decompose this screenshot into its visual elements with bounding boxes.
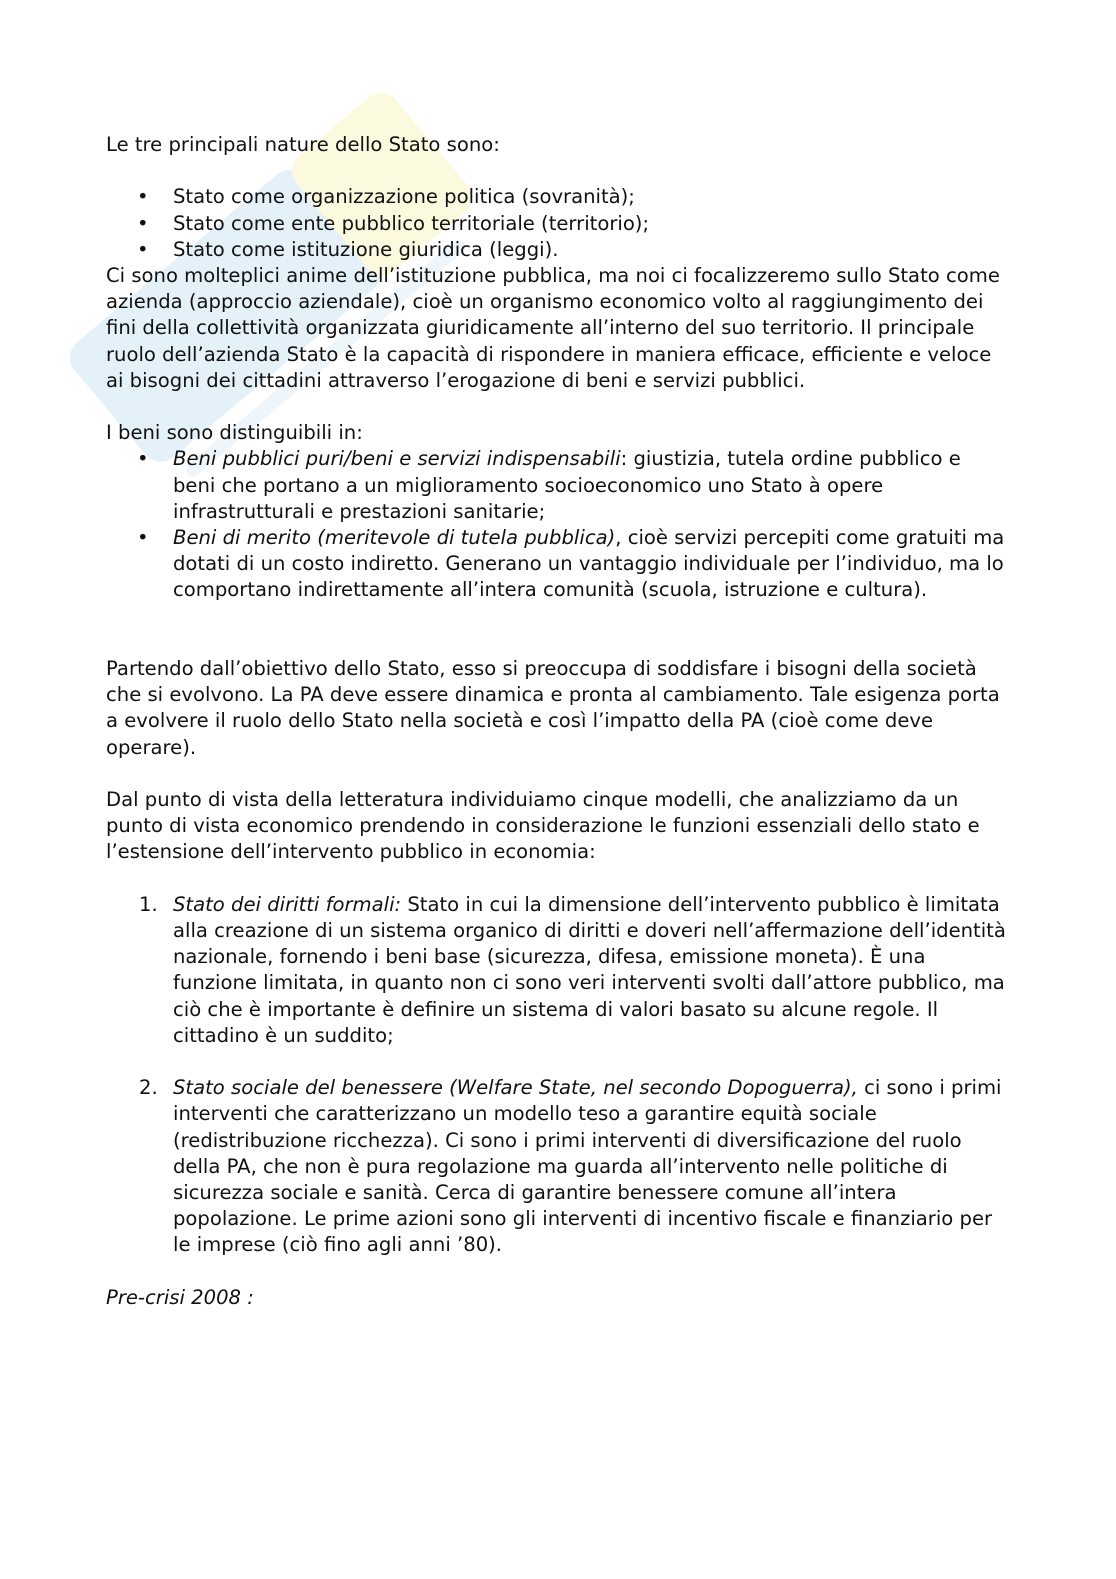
pre-crisi-heading [106, 1285, 1006, 1311]
nature-list [106, 184, 1006, 263]
list-item [106, 446, 1006, 525]
paragraph-modelli: Dal punto di vista della letteratura individuiamo cinque modelli, che analizziamo da un punto di vista economico prendendo in considerazione le funzioni essenziali dello stato e l’estensione dell’intervento pubblico in economia: [106, 788, 980, 864]
beni-list [106, 446, 1006, 603]
modelli-list [106, 892, 1006, 1259]
list-item: • Stato come organizzazione politica (sovranità); [106, 184, 1006, 210]
definition: Stato in cui la dimensione dell’intervento pubblico è limitata alla creazione di un sistema organico di diritti e doveri nell’affermazione dell’identità nazionale, fornendo i beni base (sicurezza, difesa, emissione moneta). È una funzione limitata, in quanto non ci sono veri interventi svolti dall’attore pubblico, ma ciò che è importante è definire un sistema di valori basato su alcune regole. Il cittadino è un suddito; [173, 892, 1006, 1047]
pre-crisi-text: Pre-crisi 2008 : [106, 1285, 254, 1309]
list-item [106, 525, 1006, 604]
list-spacer [106, 1049, 1006, 1075]
document-page [106, 132, 1006, 1311]
list-number: 2. [139, 1076, 158, 1100]
term: Beni pubblici puri/beni e servizi indispensabili [173, 447, 621, 471]
term: Stato sociale del benessere (Welfare State, nel secondo Dopoguerra), [173, 1076, 858, 1100]
list-item [106, 1075, 1006, 1258]
list-item [106, 892, 1006, 1049]
definition: , cioè servizi percepiti come gratuiti ma dotati di un costo indiretto. Generano un vantaggio individuale per l’individuo, ma lo comportano indirettamente all’intera comunità (scuola, istruzione e cultura). [173, 526, 1005, 602]
term: Stato dei diritti formali: [173, 892, 402, 916]
paragraph-obiettivo: Partendo dall’obiettivo dello Stato, esso si preoccupa di soddisfare i bisogni della società che si evolvono. La PA deve essere dinamica e pronta al cambiamento. Tale esigenza porta a evolvere il ruolo dello Stato nella società e così l’impatto della PA (cioè come deve operare). [106, 657, 1000, 759]
list-number: 1. [139, 892, 158, 916]
paragraph-azienda: Ci sono molteplici anime dell’istituzione pubblica, ma noi ci focalizzeremo sullo Stato come azienda (approccio aziendale), cioè un organismo economico volto al raggiungimento dei fini della collettività organizzata giuridicamente all’interno del suo territorio. Il principale ruolo dell’azienda Stato è la capacità di rispondere in maniera efficace, efficiente e veloce ai bisogni dei cittadini attraverso l’erogazione di beni e servizi pubblici. [106, 264, 1000, 392]
definition: ci sono i primi interventi che caratterizzano un modello teso a garantire equità sociale (redistribuzione ricchezza). Ci sono i primi interventi di diversificazione del ruolo della PA, che non è pura regolazione ma guarda all’intervento nelle politiche di sicurezza sociale e sanità. Cerca di garantire benessere comune all’intera popolazione. Le prime azioni sono gli interventi di incentivo fiscale e finanziario per le imprese (ciò fino agli anni ’80). [173, 1076, 1002, 1257]
list-item: • Stato come istituzione giuridica (leggi). [106, 237, 1006, 263]
intro-text: Le tre principali nature dello Stato sono: [106, 133, 500, 156]
definition: : giustizia, tutela ordine pubblico e beni che portano a un miglioramento socioeconomico uno Stato à opere infrastrutturali e prestazioni sanitarie; [173, 447, 961, 523]
term: Beni di merito (meritevole di tutela pubblica) [173, 526, 616, 550]
list-item: • Stato come ente pubblico territoriale (territorio); [106, 211, 1006, 237]
beni-intro: I beni sono distinguibili in: [106, 421, 363, 445]
